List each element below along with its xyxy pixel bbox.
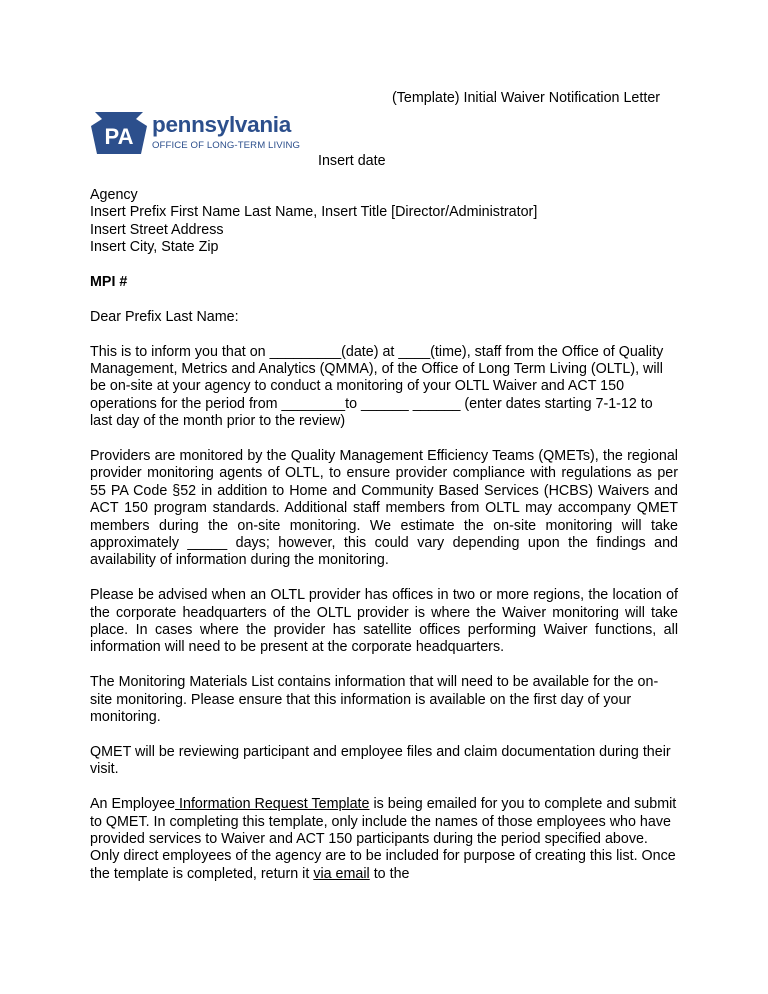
logo-name: pennsylvania [152, 112, 291, 137]
paragraph-3: Please be advised when an OLTL provider has offices in two or more regions, the location of the corporate headquarters of the OLTL provider is where the Waiver monitoring will take place. In cases where the provider has satellite offices performing Waiver functions, all information will need to be present at the corporate headquarters. [90, 587, 678, 656]
address-block [90, 187, 678, 257]
address-line: Insert Street Address [90, 221, 224, 238]
address-line: Insert City, State Zip [90, 239, 219, 256]
logo-office: OFFICE OF LONG-TERM LIVING [152, 140, 301, 151]
logo-pa-text: PA [104, 124, 134, 149]
paragraph-1: This is to inform you that on _________(date) at ____(time), staff from the Office of Quality Management, Metrics and Analytics (QMMA), of the Office of Long Term Living (OLTL), will be on-site at your agency to conduct a monitoring of your OLTL Waiver and ACT 150 operations for the period from ________to ______ ______ (enter dates starting 7-1-12 to last day of the month prior to the review) [90, 343, 664, 430]
via-email-link[interactable]: via email [313, 865, 370, 882]
paragraph-2: Providers are monitored by the Quality Management Efficiency Teams (QMETs), the regional provider monitoring agents of OLTL, to ensure provider compliance with regulations as per 55 PA Code §52 in addition to Home and Community Based Services (HCBS) Waivers and ACT 150 program standards. Additional staff members from OLTL may accompany QMET members during the on-site monitoring. We estimate the on-site monitoring will take approximately _____ days; however, this could vary depending upon the findings and availability of information during the monitoring. [90, 448, 678, 569]
paragraph-6 [90, 796, 678, 883]
p6-text-post: to the [369, 865, 410, 882]
paragraph-4: The Monitoring Materials List contains information that will need to be available for the on-site monitoring. Please ensure that this information is available on the first day of your monitoring. [90, 674, 659, 726]
address-line: Agency [90, 187, 138, 203]
mpi-label: MPI # [90, 274, 128, 291]
p6-text-mid: is being emailed for you to complete and submit to QMET. In completing this template, only include the names of those employees who have provided services to Waiver and ACT 150 participants during the period specified above. Only direct employees of the agency are to be included for purpose of creating this list. Once the template is completed, return it [90, 796, 677, 882]
address-line: Insert Prefix First Name Last Name, Insert Title [Director/Administrator] [90, 204, 538, 221]
salutation: Dear Prefix Last Name: [90, 308, 239, 325]
information-request-template-link[interactable]: Information Request Template [175, 796, 370, 813]
letter-title: (Template) Initial Waiver Notification Letter [392, 90, 661, 106]
keystone-icon [90, 110, 148, 156]
letter-body [90, 187, 678, 883]
paragraph-5: QMET will be reviewing participant and employee files and claim documentation during their visit. [90, 743, 671, 778]
pa-oltl-logo [90, 110, 320, 156]
p6-text-pre: An Employee [90, 796, 176, 813]
insert-date: Insert date [318, 153, 386, 169]
